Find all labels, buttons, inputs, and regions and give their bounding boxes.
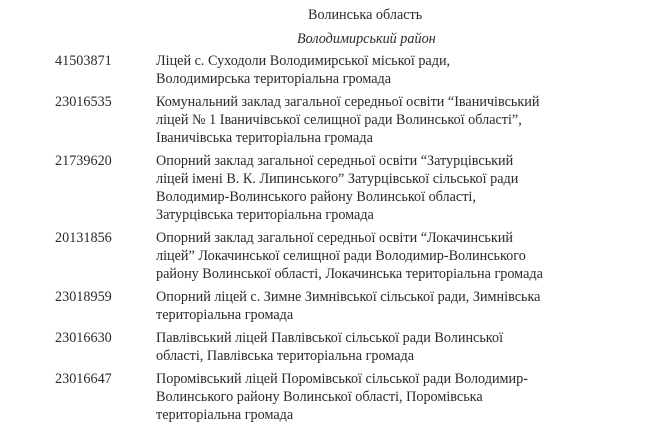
name-line: територіальна громада (156, 407, 294, 423)
name-line: Комунальний заклад загальної середньої освіти “Іваничівський (156, 94, 540, 110)
name-line: ліцей № 1 Іваничівської селищної ради Волинської області”, (156, 112, 522, 128)
name-line: Павлівський ліцей Павлівської сільської ради Волинської (156, 330, 504, 346)
list-item (0, 93, 650, 147)
list-item (0, 229, 650, 283)
edrpou-code: 23016647 (55, 371, 112, 387)
edrpou-code: 23016630 (55, 330, 112, 346)
edrpou-code: 20131856 (55, 230, 112, 246)
name-line: області, Павлівська територіальна громада (156, 348, 415, 364)
institution-name (156, 370, 596, 424)
institution-name (156, 288, 596, 324)
institution-name (156, 229, 596, 283)
edrpou-code: 23016535 (55, 94, 112, 110)
name-line: Волинського району Волинської області, Поромівська (156, 389, 483, 405)
name-line: Опорний ліцей с. Зимне Зимнівської сільської ради, Зимнівська (156, 289, 541, 305)
district-heading: Володимирський район (297, 31, 436, 47)
region-heading: Волинська область (308, 7, 423, 23)
name-line: Ліцей с. Суходоли Володимирської міської ради, (156, 53, 451, 69)
edrpou-code: 21739620 (55, 153, 112, 169)
edrpou-code: 41503871 (55, 53, 112, 69)
name-line: територіальна громада (156, 307, 294, 323)
name-line: Опорний заклад загальної середньої освіти “Локачинський (156, 230, 513, 246)
list-item (0, 370, 650, 424)
name-line: ліцей” Локачинської селищної ради Володимир-Волинського (156, 248, 526, 264)
institution-name (156, 329, 596, 365)
list-item (0, 288, 650, 324)
institution-list (0, 52, 650, 429)
institution-name (156, 52, 596, 88)
list-item (0, 152, 650, 224)
list-item (0, 329, 650, 365)
name-line: ліцей імені В. К. Липинського” Затурцівської сільської ради (156, 171, 519, 187)
edrpou-code: 23018959 (55, 289, 112, 305)
name-line: Іваничівська територіальна громада (156, 130, 373, 146)
institution-name (156, 152, 596, 224)
name-line: Опорний заклад загальної середньої освіти “Затурцівський (156, 153, 514, 169)
institution-name (156, 93, 596, 147)
name-line: Володимир-Волинського району Волинської області, (156, 189, 476, 205)
name-line: Затурцівська територіальна громада (156, 207, 374, 223)
name-line: Володимирська територіальна громада (156, 71, 392, 87)
list-item (0, 52, 650, 88)
name-line: району Волинської області, Локачинська територіальна громада (156, 266, 543, 282)
name-line: Поромівський ліцей Поромівської сільської ради Володимир- (156, 371, 528, 387)
